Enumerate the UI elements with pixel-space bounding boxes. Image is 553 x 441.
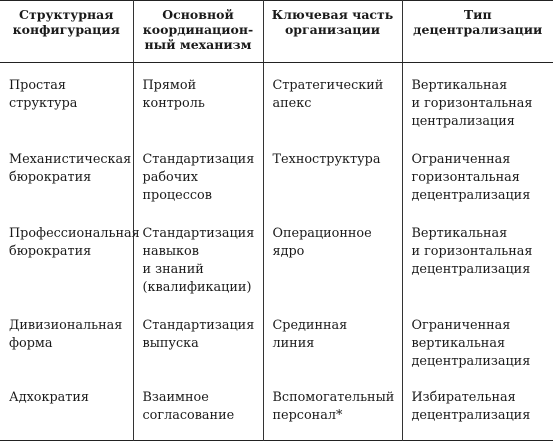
cell-key-part: Срединная линия (263, 303, 402, 375)
cell-mechanism: Стандартизация рабочих процессов (133, 137, 263, 211)
cell-mechanism: Стандартизация выпуска (133, 303, 263, 375)
table-row (0, 137, 553, 211)
cell-configuration: Механистическая бюрократия (0, 137, 133, 211)
cell-mechanism: Взаимное согласование (133, 375, 263, 441)
header-coordination-mechanism: Основной координацион- ный механизм (133, 1, 263, 63)
header-decentralization-type: Тип децентрализации (402, 1, 553, 63)
cell-configuration: Профессиональная бюрократия (0, 211, 133, 303)
cell-configuration: Дивизиональная форма (0, 303, 133, 375)
table-row (0, 375, 553, 441)
table-header (0, 1, 553, 63)
cell-configuration: Простая структура (0, 63, 133, 137)
cell-configuration: Адхократия (0, 375, 133, 441)
cell-key-part: Стратегический апекс (263, 63, 402, 137)
cell-key-part: Вспомогательный персонал* (263, 375, 402, 441)
cell-key-part: Операционное ядро (263, 211, 402, 303)
table-row (0, 303, 553, 375)
cell-decentralization: Вертикальная и горизонтальная централизация (411, 78, 533, 129)
table-row (0, 63, 553, 137)
table-body (0, 63, 553, 441)
header-structural-configuration: Структурная конфигурация (0, 1, 133, 63)
header-row (0, 1, 553, 63)
cell-key-part: Техноструктура (263, 137, 402, 211)
cell-decentralization: Ограниченная горизонтальная децентрализация (411, 151, 531, 203)
cell-decentralization: Избирательная децентрализация (411, 389, 531, 423)
cell-decentralization: Вертикальная и горизонтальная децентрализация (411, 225, 533, 277)
cell-mechanism: Стандартизация навыков и знаний (квалификации) (133, 211, 263, 303)
cell-decentralization: Ограниченная вертикальная децентрализация (411, 317, 531, 369)
cell-mechanism: Прямой контроль (133, 63, 263, 137)
header-key-part: Ключевая часть организации (263, 1, 402, 63)
table-row (0, 211, 553, 303)
